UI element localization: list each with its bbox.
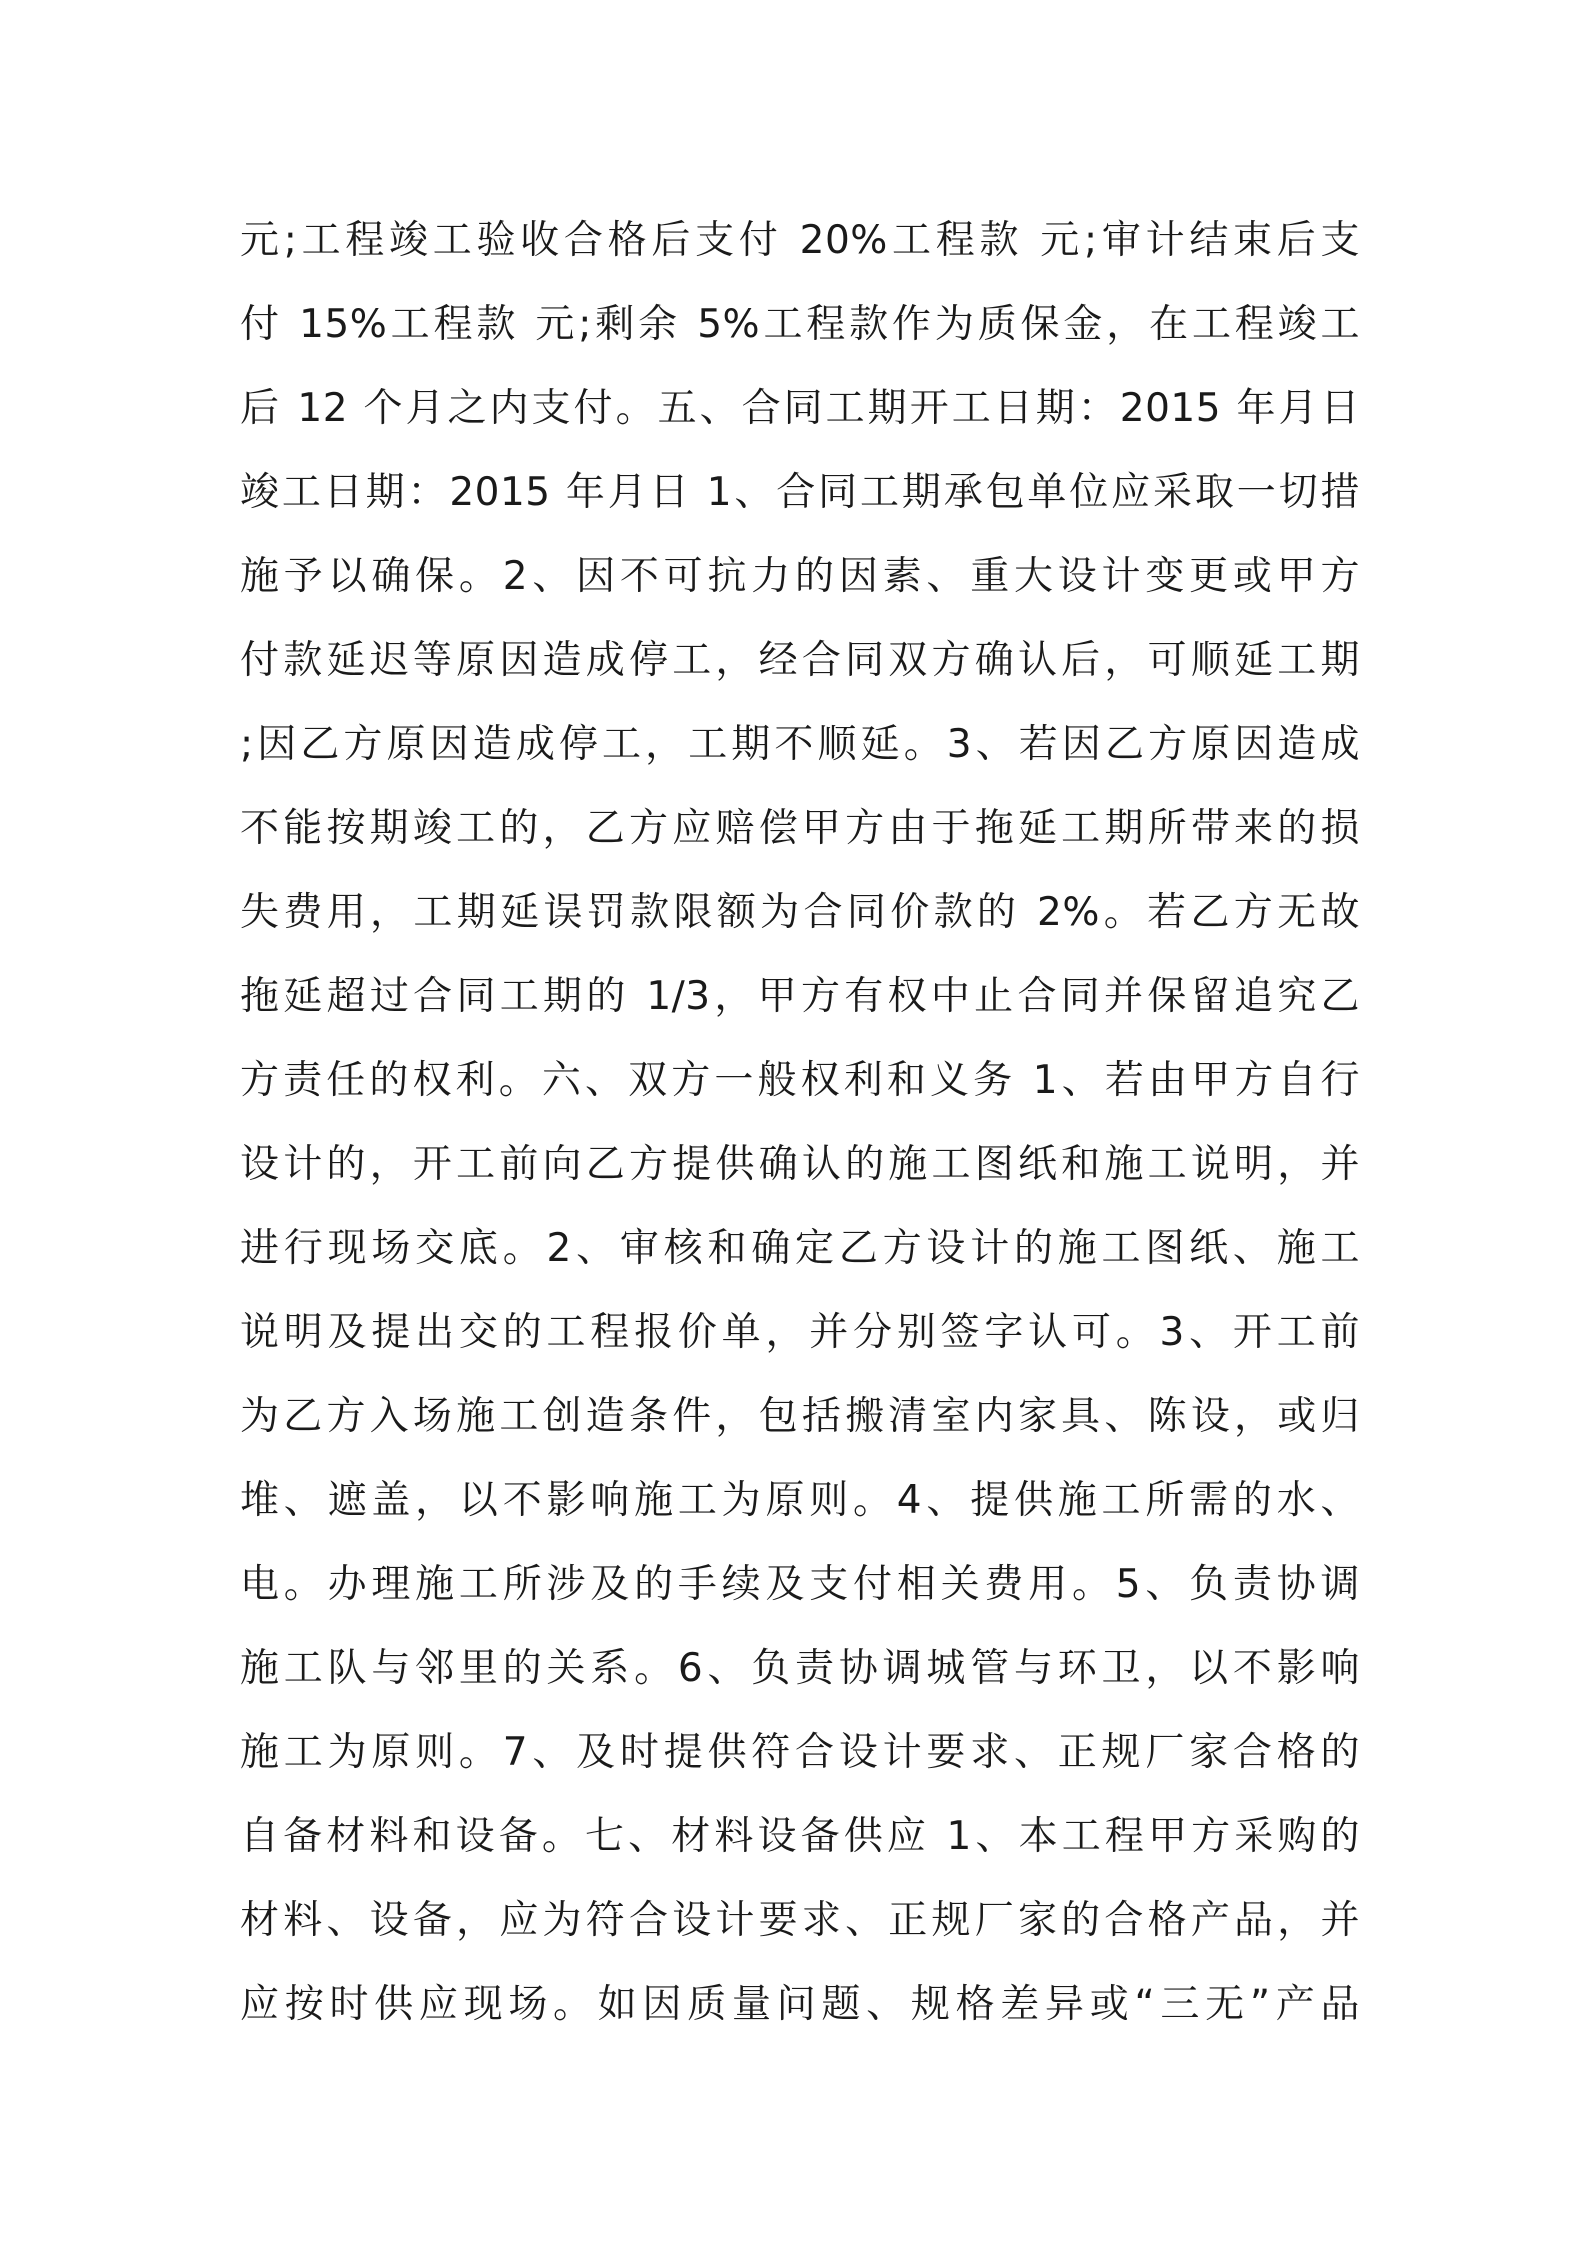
text-line-17: 电。办理施工所涉及的手续及支付相关费用。5、负责协调 <box>240 1562 1360 1607</box>
contract-text-body <box>240 199 1360 2047</box>
text-line-4: 竣工日期：2015 年月日 1、合同工期承包单位应采取一切措 <box>240 470 1360 515</box>
text-line-13: 进行现场交底。2、审核和确定乙方设计的施工图纸、施工 <box>240 1226 1360 1271</box>
text-line-6: 付款延迟等原因造成停工，经合同双方确认后，可顺延工期 <box>240 638 1360 683</box>
text-line-20: 自备材料和设备。七、材料设备供应 1、本工程甲方采购的 <box>240 1814 1360 1859</box>
text-line-19: 施工为原则。7、及时提供符合设计要求、正规厂家合格的 <box>240 1730 1360 1775</box>
text-line-7: ;因乙方原因造成停工，工期不顺延。3、若因乙方原因造成 <box>240 722 1360 767</box>
text-line-15: 为乙方入场施工创造条件，包括搬清室内家具、陈设，或归 <box>240 1394 1360 1439</box>
text-line-11: 方责任的权利。六、双方一般权利和义务 1、若由甲方自行 <box>240 1058 1360 1103</box>
text-line-18: 施工队与邻里的关系。6、负责协调城管与环卫，以不影响 <box>240 1646 1360 1691</box>
text-line-22: 应按时供应现场。如因质量问题、规格差异或“三无”产品 <box>240 1982 1360 2027</box>
text-line-10: 拖延超过合同工期的 1/3，甲方有权中止合同并保留追究乙 <box>240 974 1360 1019</box>
text-line-3: 后 12 个月之内支付。五、合同工期开工日期：2015 年月日 <box>240 386 1360 431</box>
text-line-14: 说明及提出交的工程报价单，并分别签字认可。3、开工前 <box>240 1310 1360 1355</box>
text-line-5: 施予以确保。2、因不可抗力的因素、重大设计变更或甲方 <box>240 554 1360 599</box>
text-line-12: 设计的，开工前向乙方提供确认的施工图纸和施工说明，并 <box>240 1142 1360 1187</box>
text-line-21: 材料、设备，应为符合设计要求、正规厂家的合格产品，并 <box>240 1898 1360 1943</box>
text-line-2: 付 15%工程款 元;剩余 5%工程款作为质保金，在工程竣工 <box>240 302 1360 347</box>
text-line-1: 元;工程竣工验收合格后支付 20%工程款 元;审计结束后支 <box>240 218 1360 263</box>
text-line-8: 不能按期竣工的，乙方应赔偿甲方由于拖延工期所带来的损 <box>240 806 1360 851</box>
text-line-9: 失费用，工期延误罚款限额为合同价款的 2%。若乙方无故 <box>240 890 1360 935</box>
text-line-16: 堆、遮盖，以不影响施工为原则。4、提供施工所需的水、 <box>240 1478 1360 1523</box>
